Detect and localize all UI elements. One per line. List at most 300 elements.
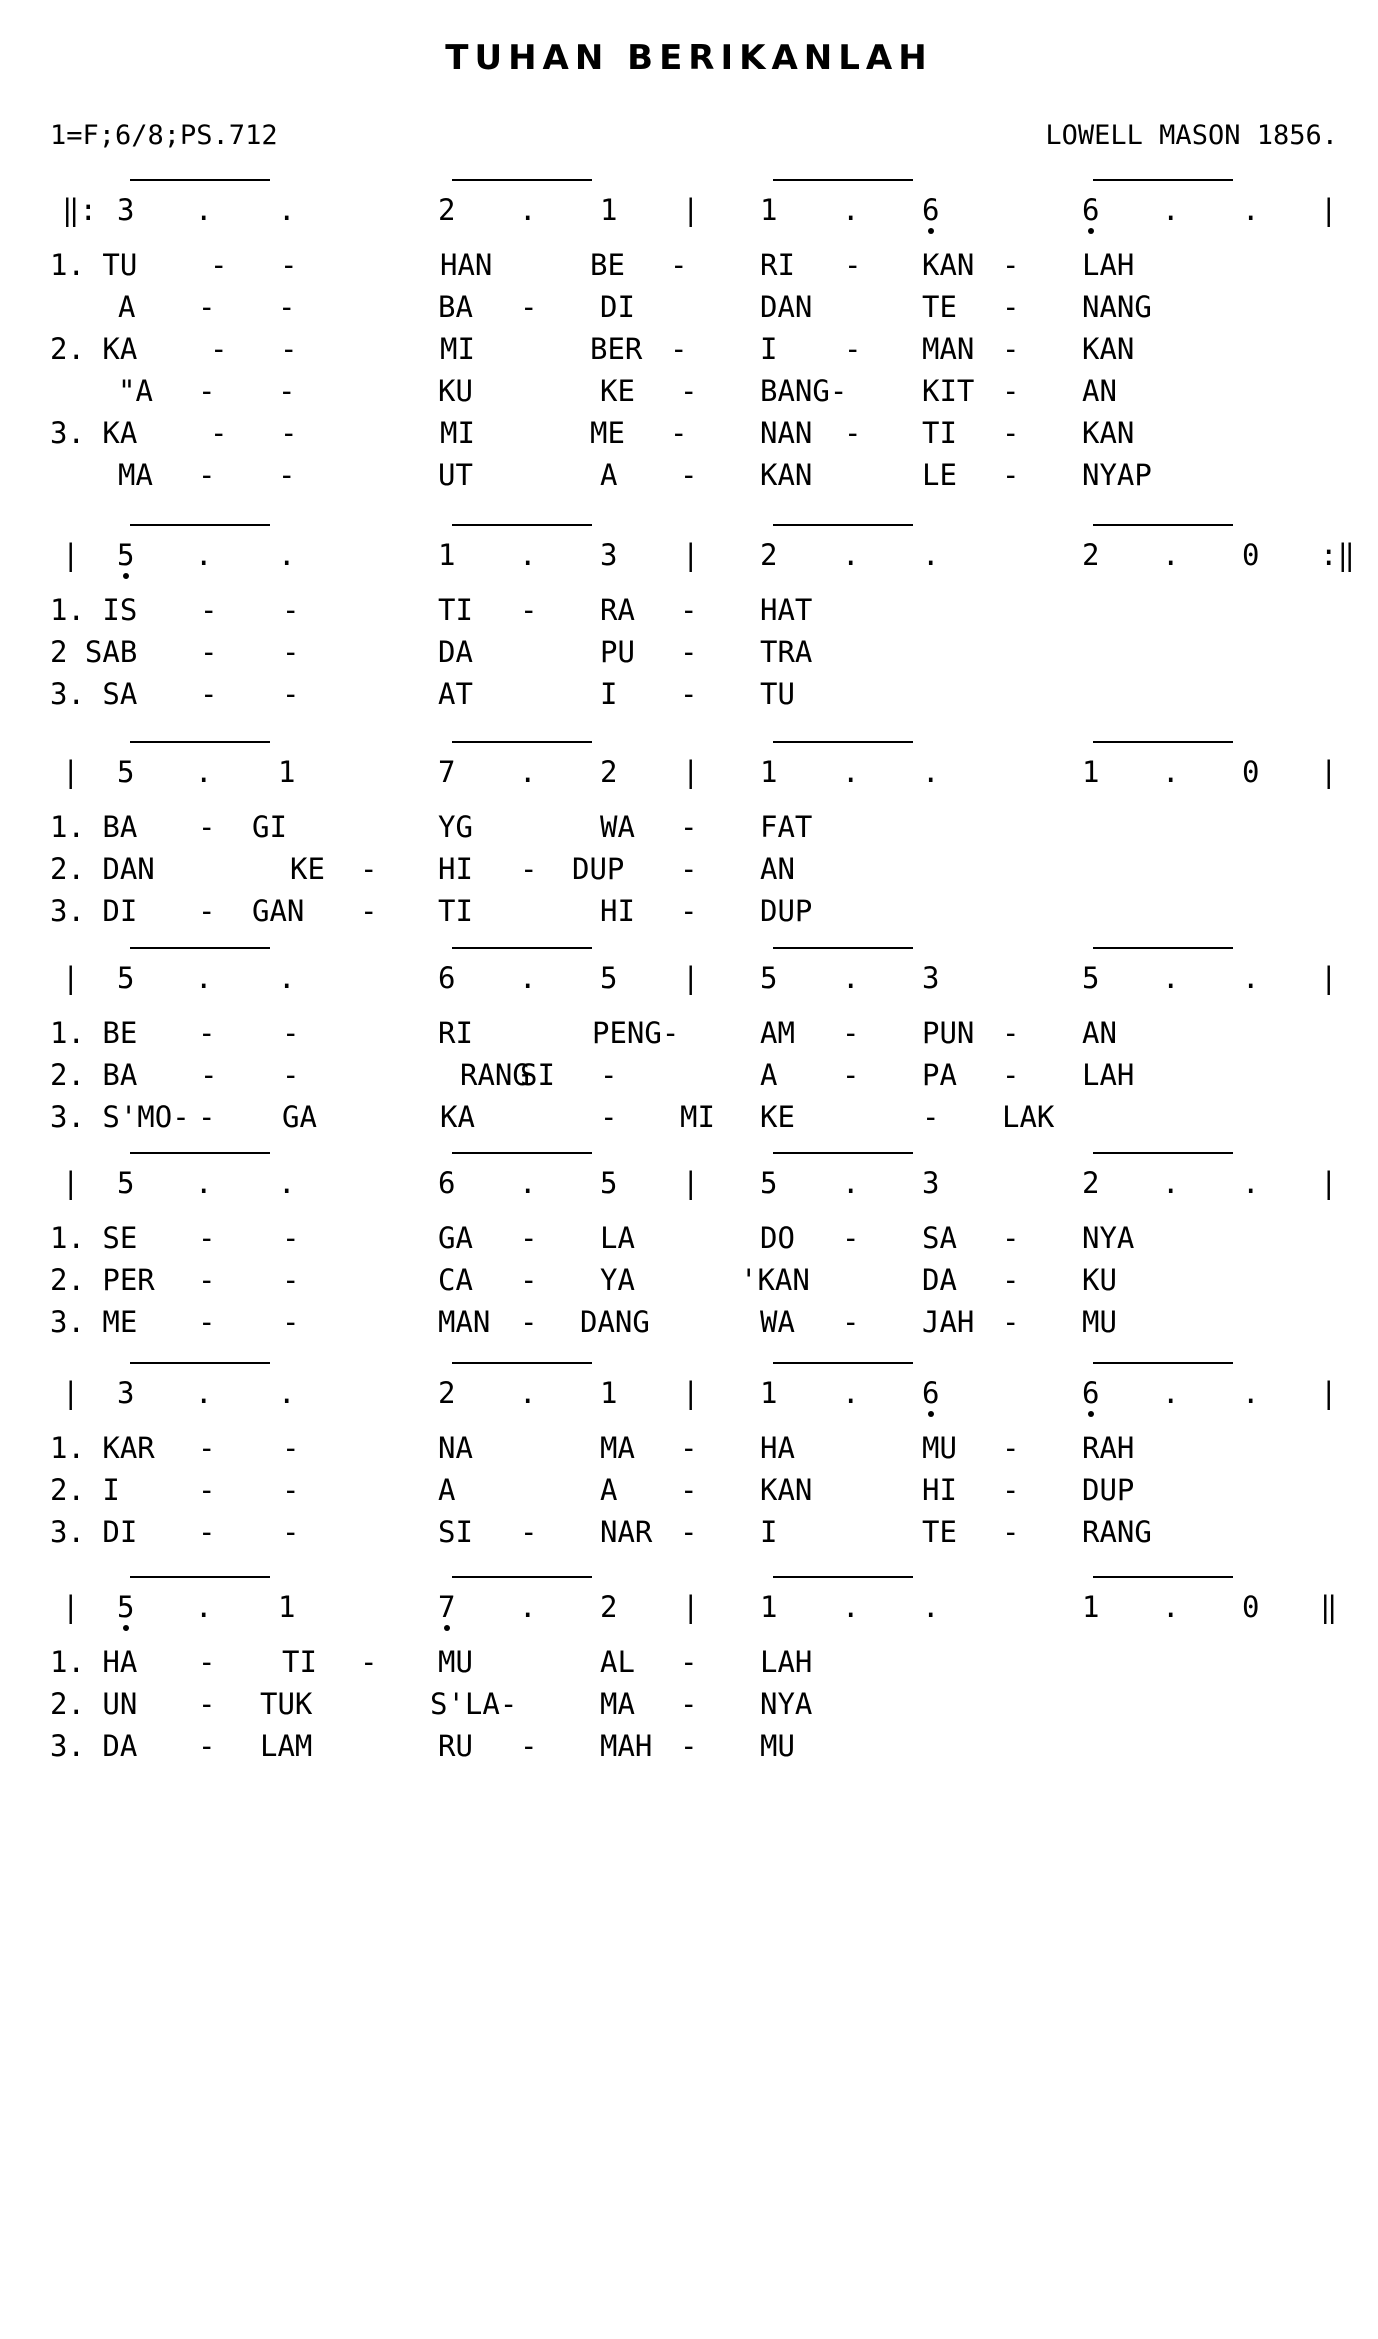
lyric-syllable: FAT xyxy=(760,810,813,844)
lyric-syllable: AM xyxy=(760,1016,795,1050)
lyric-syllable: - xyxy=(1002,1016,1020,1050)
lyric-syllable: AN xyxy=(1082,1016,1117,1050)
hold-dot: . xyxy=(278,1166,296,1200)
lyric-syllable: - xyxy=(520,852,538,886)
lower-octave-dot xyxy=(1088,1411,1094,1417)
note: 1 xyxy=(600,1376,618,1410)
note: 1 xyxy=(760,1376,778,1410)
lyric-syllable: AN xyxy=(760,852,795,886)
lyric-verse-start: 3. DI xyxy=(50,894,138,928)
lower-octave-dot xyxy=(123,573,129,579)
lyric-syllable: - xyxy=(210,332,228,366)
lyric-syllable: HAT xyxy=(760,593,813,627)
hold-dot: . xyxy=(842,538,860,572)
note: 5 xyxy=(600,961,618,995)
hold-dot: . xyxy=(195,1376,213,1410)
lyric-syllable: YA xyxy=(600,1263,635,1297)
rest: 0 xyxy=(1242,755,1260,789)
lyric-syllable: BA xyxy=(438,290,473,324)
lyric-syllable: - xyxy=(842,1305,860,1339)
barline: | xyxy=(682,1590,700,1624)
lyric-syllable: - xyxy=(670,416,688,450)
lyric-syllable: - xyxy=(1002,290,1020,324)
note: 5 xyxy=(117,961,135,995)
lyric-syllable: KIT xyxy=(922,374,975,408)
lyric-syllable: ME xyxy=(590,416,625,450)
lyric-syllable: LAM xyxy=(260,1729,313,1763)
lyric-syllable: I xyxy=(760,1515,778,1549)
note: 5 xyxy=(117,1166,135,1200)
lyric-syllable: - xyxy=(680,894,698,928)
hold-dot: . xyxy=(278,538,296,572)
note: 5 xyxy=(600,1166,618,1200)
note: 5 xyxy=(117,755,135,789)
hold-dot: . xyxy=(842,1376,860,1410)
lyric-verse-start: 1. BA xyxy=(50,810,138,844)
hold-dot: . xyxy=(278,961,296,995)
note: 2 xyxy=(1082,538,1100,572)
hold-dot: . xyxy=(1162,1166,1180,1200)
lyric-syllable: - xyxy=(198,1221,216,1255)
lyric-syllable: - xyxy=(278,458,296,492)
lyric-syllable: TRA xyxy=(760,635,813,669)
lyric-syllable: - xyxy=(282,1515,300,1549)
hold-dot: . xyxy=(922,755,940,789)
lyric-verse-start: 3. SA xyxy=(50,677,138,711)
barline: | xyxy=(62,755,80,789)
lyric-syllable: - xyxy=(282,635,300,669)
barline: :‖ xyxy=(1320,538,1355,572)
lyric-syllable: CA xyxy=(438,1263,473,1297)
lyric-syllable: - xyxy=(1002,1515,1020,1549)
lyric-syllable: MA xyxy=(600,1431,635,1465)
barline: | xyxy=(682,193,700,227)
lyric-syllable: NANG xyxy=(1082,290,1152,324)
lyric-syllable: MAN xyxy=(438,1305,491,1339)
note: 6 xyxy=(922,193,940,227)
lyric-syllable: HI xyxy=(600,894,635,928)
lyric-syllable: LE xyxy=(922,458,957,492)
note: 5 xyxy=(760,961,778,995)
lyric-syllable: RU xyxy=(438,1729,473,1763)
lyric-syllable: I xyxy=(600,677,618,711)
lyric-syllable: MU xyxy=(922,1431,957,1465)
lyric-syllable: - xyxy=(680,458,698,492)
lyric-syllable: TUK xyxy=(260,1687,313,1721)
lyric-syllable: SA xyxy=(922,1221,957,1255)
lyric-syllable: HAN xyxy=(440,248,493,282)
lyric-syllable: A xyxy=(600,458,618,492)
lyric-verse-start: 2 SAB xyxy=(50,635,138,669)
barline: | xyxy=(682,755,700,789)
lyric-syllable: - xyxy=(278,374,296,408)
lyric-syllable: - xyxy=(360,894,378,928)
lyric-syllable: AT xyxy=(438,677,473,711)
note: 3 xyxy=(922,1166,940,1200)
hold-dot: . xyxy=(195,755,213,789)
note: 2 xyxy=(1082,1166,1100,1200)
note: 2 xyxy=(438,1376,456,1410)
rest: 0 xyxy=(1242,538,1260,572)
lyric-verse-start: 3. S'MO- xyxy=(50,1100,190,1134)
lyric-syllable: - xyxy=(670,248,688,282)
lyric-syllable: - xyxy=(198,1473,216,1507)
lyric-syllable: - xyxy=(1002,1058,1020,1092)
lyric-verse-start: 3. DI xyxy=(50,1515,138,1549)
lyric-verse-start: 3. ME xyxy=(50,1305,138,1339)
lyric-syllable: - xyxy=(282,1263,300,1297)
lyric-syllable: - xyxy=(680,677,698,711)
hold-dot: . xyxy=(842,1590,860,1624)
hold-dot: . xyxy=(1162,193,1180,227)
lyric-syllable: - xyxy=(198,810,216,844)
hold-dot: . xyxy=(278,193,296,227)
barline: | xyxy=(62,538,80,572)
lyric-syllable: TI xyxy=(922,416,957,450)
lyric-syllable: DAN xyxy=(760,290,813,324)
lyric-syllable: - xyxy=(680,1729,698,1763)
lyric-syllable: - xyxy=(278,290,296,324)
lyric-syllable: KE xyxy=(600,374,635,408)
lyric-syllable: - xyxy=(680,635,698,669)
note: 1 xyxy=(760,1590,778,1624)
hold-dot: . xyxy=(519,538,537,572)
lyric-syllable: LAH xyxy=(1082,248,1135,282)
lyric-syllable: - xyxy=(670,332,688,366)
note: 2 xyxy=(600,1590,618,1624)
barline: | xyxy=(1320,193,1338,227)
lyric-syllable: RANG xyxy=(1082,1515,1152,1549)
lyric-syllable: PA xyxy=(922,1058,957,1092)
lyric-syllable: DUP xyxy=(1082,1473,1135,1507)
rest: 0 xyxy=(1242,1590,1260,1624)
hold-dot: . xyxy=(922,538,940,572)
lyric-syllable: PUN xyxy=(922,1016,975,1050)
lyric-syllable: GI xyxy=(252,810,287,844)
lyric-verse-start: 2. BA xyxy=(50,1058,138,1092)
lyric-syllable: TI xyxy=(438,894,473,928)
lyric-syllable: - xyxy=(282,1473,300,1507)
lyric-syllable: - xyxy=(282,593,300,627)
lyric-syllable: AL xyxy=(600,1645,635,1679)
lyric-syllable: GAN xyxy=(252,894,305,928)
lyric-syllable: SI xyxy=(520,1058,555,1092)
lyric-syllable: - xyxy=(200,593,218,627)
lyric-verse-start: "A xyxy=(118,374,153,408)
note: 2 xyxy=(600,755,618,789)
lyric-syllable: RAH xyxy=(1082,1431,1135,1465)
barline: ‖ xyxy=(1320,1590,1338,1624)
hold-dot: . xyxy=(842,193,860,227)
lyric-syllable: - xyxy=(680,374,698,408)
lyric-syllable: DANG xyxy=(580,1305,650,1339)
key-signature-meta: 1=F;6/8;PS.712 xyxy=(50,120,278,151)
hold-dot: . xyxy=(922,1590,940,1624)
lyric-verse-start: 2. PER xyxy=(50,1263,155,1297)
barline: | xyxy=(682,1166,700,1200)
lower-octave-dot xyxy=(123,1625,129,1631)
lyric-syllable: MAN xyxy=(922,332,975,366)
lyric-syllable: GA xyxy=(438,1221,473,1255)
lyric-syllable: BANG- xyxy=(760,374,848,408)
lyric-syllable: NYAP xyxy=(1082,458,1152,492)
lyric-syllable: - xyxy=(198,1645,216,1679)
lyric-syllable: - xyxy=(520,290,538,324)
composer-credit: LOWELL MASON 1856. xyxy=(1045,120,1338,151)
lyric-verse-start: 1. KAR xyxy=(50,1431,155,1465)
lyric-syllable: YG xyxy=(438,810,473,844)
lyric-syllable: - xyxy=(680,1645,698,1679)
lyric-syllable: KE xyxy=(290,852,325,886)
lyric-syllable: AN xyxy=(1082,374,1117,408)
barline: | xyxy=(62,961,80,995)
lyric-syllable: A xyxy=(600,1473,618,1507)
lyric-syllable: WA xyxy=(760,1305,795,1339)
note: 6 xyxy=(922,1376,940,1410)
lyric-syllable: - xyxy=(1002,374,1020,408)
note: 7 xyxy=(438,755,456,789)
lyric-syllable: RI xyxy=(438,1016,473,1050)
lyric-syllable: - xyxy=(198,1263,216,1297)
lyric-syllable: RANG xyxy=(460,1058,530,1092)
note: 3 xyxy=(117,193,135,227)
lyric-syllable: - xyxy=(844,332,862,366)
lyric-syllable: TE xyxy=(922,290,957,324)
hold-dot: . xyxy=(195,961,213,995)
note: 1 xyxy=(760,755,778,789)
hold-dot: . xyxy=(1242,1166,1260,1200)
lyric-syllable: - xyxy=(1002,332,1020,366)
hold-dot: . xyxy=(519,961,537,995)
lyric-syllable: - xyxy=(1002,1473,1020,1507)
lyric-syllable: - xyxy=(1002,1263,1020,1297)
lyric-syllable: - xyxy=(198,290,216,324)
lyric-syllable: - xyxy=(198,458,216,492)
lyric-syllable: DUP xyxy=(572,852,625,886)
hold-dot: . xyxy=(278,1376,296,1410)
lyric-syllable: - xyxy=(210,248,228,282)
lyric-syllable: - xyxy=(282,1431,300,1465)
lyric-syllable: NAN xyxy=(760,416,813,450)
lyric-syllable: MI xyxy=(680,1100,715,1134)
lyric-verse-start: 2. KA xyxy=(50,332,138,366)
lyric-verse-start: 2. UN xyxy=(50,1687,138,1721)
hold-dot: . xyxy=(195,193,213,227)
hold-dot: . xyxy=(1162,538,1180,572)
lyric-syllable: - xyxy=(198,1729,216,1763)
note: 5 xyxy=(117,538,135,572)
note: 3 xyxy=(600,538,618,572)
lyric-syllable: - xyxy=(282,677,300,711)
lyric-syllable: DA xyxy=(922,1263,957,1297)
song-title: TUHAN BERIKANLAH xyxy=(445,38,933,78)
barline: | xyxy=(1320,961,1338,995)
lyric-syllable: BE xyxy=(590,248,625,282)
lyric-syllable: - xyxy=(198,1687,216,1721)
lyric-syllable: - xyxy=(842,1016,860,1050)
lyric-syllable: LAH xyxy=(760,1645,813,1679)
lyric-syllable: - xyxy=(280,332,298,366)
lyric-verse-start: 1. SE xyxy=(50,1221,138,1255)
lyric-verse-start: A xyxy=(118,290,136,324)
lyric-verse-start: 1. TU xyxy=(50,248,138,282)
lyric-syllable: LAH xyxy=(1082,1058,1135,1092)
barline: | xyxy=(1320,1376,1338,1410)
lyric-syllable: - xyxy=(360,852,378,886)
lyric-syllable: - xyxy=(198,1016,216,1050)
note: 1 xyxy=(1082,1590,1100,1624)
lyric-syllable: - xyxy=(600,1100,618,1134)
lyric-syllable: - xyxy=(280,248,298,282)
hold-dot: . xyxy=(519,193,537,227)
lyric-syllable: - xyxy=(198,1431,216,1465)
hold-dot: . xyxy=(519,1590,537,1624)
lyric-syllable: - xyxy=(360,1645,378,1679)
lyric-syllable: - xyxy=(200,677,218,711)
lyric-syllable: PU xyxy=(600,635,635,669)
note: 6 xyxy=(1082,193,1100,227)
lyric-syllable: - xyxy=(680,593,698,627)
lyric-syllable: LAK xyxy=(1002,1100,1055,1134)
lyric-verse-start: 3. DA xyxy=(50,1729,138,1763)
barline: ‖: xyxy=(62,193,97,227)
note: 5 xyxy=(760,1166,778,1200)
hold-dot: . xyxy=(842,755,860,789)
lyric-syllable: PENG- xyxy=(592,1016,680,1050)
lyric-syllable: - xyxy=(200,635,218,669)
note: 6 xyxy=(438,1166,456,1200)
note: 3 xyxy=(922,961,940,995)
lyric-syllable: - xyxy=(680,1515,698,1549)
lyric-verse-start: 1. HA xyxy=(50,1645,138,1679)
lyric-syllable: WA xyxy=(600,810,635,844)
hold-dot: . xyxy=(195,1166,213,1200)
lyric-syllable: 'KAN xyxy=(740,1263,810,1297)
lyric-syllable: - xyxy=(520,1221,538,1255)
lyric-syllable: - xyxy=(1002,458,1020,492)
lyric-syllable: - xyxy=(520,1263,538,1297)
lyric-syllable: KAN xyxy=(1082,332,1135,366)
note: 1 xyxy=(438,538,456,572)
lyric-syllable: GA xyxy=(282,1100,317,1134)
lyric-verse-start: 1. BE xyxy=(50,1016,138,1050)
lower-octave-dot xyxy=(928,1411,934,1417)
barline: | xyxy=(62,1376,80,1410)
lyric-syllable: NYA xyxy=(1082,1221,1135,1255)
lyric-syllable: - xyxy=(680,1687,698,1721)
lyric-syllable: - xyxy=(844,248,862,282)
lyric-syllable: - xyxy=(1002,1431,1020,1465)
lyric-syllable: - xyxy=(282,1058,300,1092)
hold-dot: . xyxy=(1162,1376,1180,1410)
lyric-syllable: I xyxy=(760,332,778,366)
lyric-syllable: - xyxy=(922,1100,940,1134)
lyric-syllable: HI xyxy=(922,1473,957,1507)
note: 2 xyxy=(438,193,456,227)
lyric-syllable: - xyxy=(520,1515,538,1549)
lyric-syllable: TI xyxy=(438,593,473,627)
note: 6 xyxy=(1082,1376,1100,1410)
note: 1 xyxy=(278,1590,296,1624)
hold-dot: . xyxy=(1162,755,1180,789)
lyric-syllable: - xyxy=(680,852,698,886)
lyric-syllable: RA xyxy=(600,593,635,627)
lyric-syllable: TE xyxy=(922,1515,957,1549)
lyric-syllable: S'LA- xyxy=(430,1687,518,1721)
lyric-syllable: KU xyxy=(1082,1263,1117,1297)
lower-octave-dot xyxy=(928,228,934,234)
note: 7 xyxy=(438,1590,456,1624)
lyric-syllable: - xyxy=(198,1305,216,1339)
lyric-syllable: - xyxy=(600,1058,618,1092)
lyric-verse-start: 1. IS xyxy=(50,593,138,627)
lyric-verse-start: 2. I xyxy=(50,1473,120,1507)
hold-dot: . xyxy=(1242,961,1260,995)
lyric-syllable: BER xyxy=(590,332,643,366)
lyric-syllable: NAR xyxy=(600,1515,653,1549)
lyric-syllable: RI xyxy=(760,248,795,282)
lyric-syllable: MI xyxy=(440,332,475,366)
lyric-syllable: - xyxy=(520,1729,538,1763)
lyric-syllable: HA xyxy=(760,1431,795,1465)
lyric-syllable: - xyxy=(198,1100,216,1134)
note: 1 xyxy=(760,193,778,227)
lyric-syllable: - xyxy=(210,416,228,450)
lyric-syllable: DUP xyxy=(760,894,813,928)
lyric-syllable: KAN xyxy=(760,458,813,492)
lower-octave-dot xyxy=(1088,228,1094,234)
barline: | xyxy=(62,1166,80,1200)
lyric-syllable: - xyxy=(1002,416,1020,450)
lyric-syllable: KA xyxy=(440,1100,475,1134)
note: 5 xyxy=(117,1590,135,1624)
lyric-syllable: - xyxy=(1002,1221,1020,1255)
lyric-syllable: - xyxy=(842,1058,860,1092)
lyric-syllable: KAN xyxy=(1082,416,1135,450)
note: 1 xyxy=(1082,755,1100,789)
hold-dot: . xyxy=(842,1166,860,1200)
lyric-syllable: MA xyxy=(600,1687,635,1721)
lyric-syllable: MI xyxy=(440,416,475,450)
lyric-verse-start: 3. KA xyxy=(50,416,138,450)
lyric-verse-start: 2. DAN xyxy=(50,852,155,886)
lyric-syllable: TU xyxy=(760,677,795,711)
lyric-syllable: - xyxy=(520,1305,538,1339)
lyric-syllable: MU xyxy=(1082,1305,1117,1339)
lyric-syllable: - xyxy=(842,1221,860,1255)
hold-dot: . xyxy=(1162,1590,1180,1624)
lyric-syllable: - xyxy=(1002,1305,1020,1339)
hold-dot: . xyxy=(842,961,860,995)
lyric-syllable: - xyxy=(200,1058,218,1092)
barline: | xyxy=(1320,1166,1338,1200)
lyric-syllable: - xyxy=(1002,248,1020,282)
lyric-syllable: NYA xyxy=(760,1687,813,1721)
hold-dot: . xyxy=(195,538,213,572)
lower-octave-dot xyxy=(444,1625,450,1631)
lyric-syllable: A xyxy=(438,1473,456,1507)
lyric-syllable: LA xyxy=(600,1221,635,1255)
hold-dot: . xyxy=(519,1166,537,1200)
lyric-syllable: MU xyxy=(438,1645,473,1679)
lyric-syllable: - xyxy=(282,1305,300,1339)
lyric-syllable: - xyxy=(280,416,298,450)
lyric-syllable: KE xyxy=(760,1100,795,1134)
lyric-syllable: - xyxy=(198,894,216,928)
lyric-syllable: - xyxy=(282,1221,300,1255)
lyric-verse-start: MA xyxy=(118,458,153,492)
barline: | xyxy=(1320,755,1338,789)
